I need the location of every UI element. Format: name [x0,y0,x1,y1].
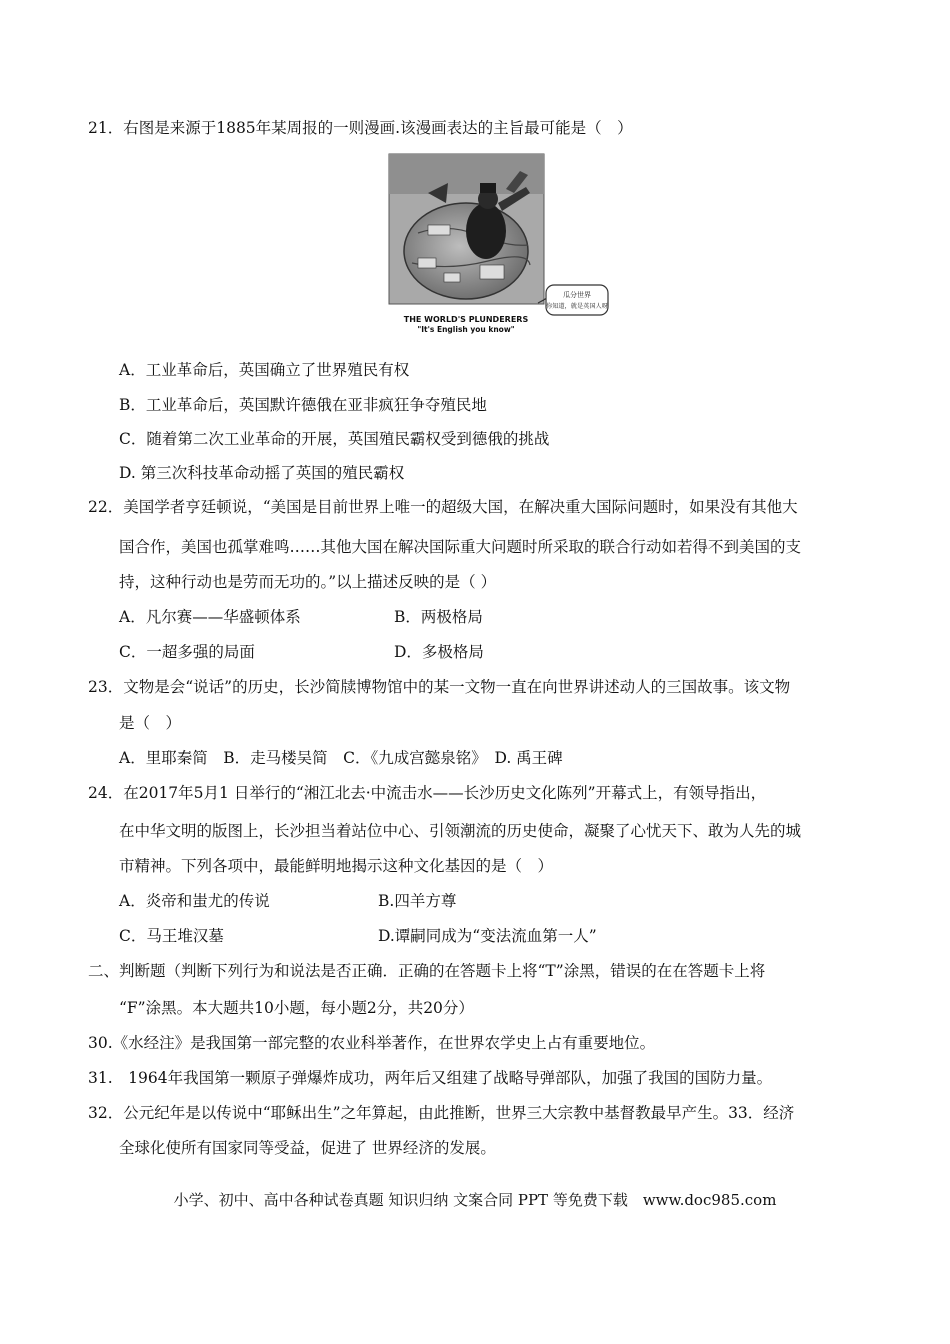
q21-option-b: B．工业革命后，英国默许德俄在亚非疯狂争夺殖民地 [119,396,487,414]
bubble-line2: 你知道，就是英国人呀 [546,303,608,310]
q23-options: A．里耶秦简 B．走马楼吴简 C．《九成宫懿泉铭》 D. 禹王碑 [119,749,563,767]
q24-stem-line3: 市精神。下列各项中，最能鲜明地揭示这种文化基因的是（ ） [119,857,554,875]
q22-option-a: A．凡尔赛——华盛顿体系 [119,608,301,626]
section2-heading-line1: 二、判断题（判断下列行为和说法是否正确．正确的在答题卡上将“T”涂黑，错误的在在答题卡上将 [88,962,766,980]
cartoon-illustration [388,153,610,335]
q22-option-b: B．两极格局 [394,608,483,626]
statement-31: 31. 1964年我国第一颗原子弹爆炸成功，两年后又组建了战略导弹部队，加强了我国的国防力量。 [88,1069,773,1087]
q24-option-a: A．炎帝和蚩尤的传说 [119,892,270,910]
q21-stem: 21．右图是来源于1885年某周报的一则漫画.该漫画表达的主旨最可能是（ ） [88,119,633,137]
q21-option-d: D. 第三次科技革命动摇了英国的殖民霸权 [119,464,405,482]
q22-stem-line1: 22．美国学者亨廷顿说，“美国是目前世界上唯一的超级大国，在解决重大国际问题时，如果没有其他大 [88,498,798,516]
cartoon-caption-1: THE WORLD'S PLUNDERERS [403,315,529,324]
footer-text: 小学、初中、高中各种试卷真题 知识归纳 文案合同 PPT 等免费下载 www.doc985.com [173,1191,777,1209]
q21-option-c: C．随着第二次工业革命的开展，英国殖民霸权受到德俄的挑战 [119,430,550,448]
statement-32-line1: 32．公元纪年是以传说中“耶稣出生”之年算起，由此推断，世界三大宗教中基督教最早产生。33．经济 [88,1104,795,1122]
q24-stem-line1: 24．在2017年5月1 日举行的“湘江北去·中流击水——长沙历史文化陈列”开幕式上，有领导指出， [88,784,767,802]
section2-heading-line2: “F”涂黑。本大题共10小题，每小题2分，共20分） [119,999,474,1017]
q22-stem-line2: 国合作，美国也孤掌难鸣……其他大国在解决国际重大问题时所采取的联合行动如若得不到美国的支 [119,538,802,556]
q24-option-b: B.四羊方尊 [378,892,457,910]
bubble-line1: 瓜分世界 [563,291,591,299]
q24-stem-line2: 在中华文明的版图上，长沙担当着站位中心、引领潮流的历史使命，凝聚了心忧天下、敢为人先的城 [119,822,802,840]
q23-stem-line1: 23．文物是会“说话”的历史，长沙简牍博物馆中的某一文物一直在向世界讲述动人的三国故事。该文物 [88,678,791,696]
q22-option-c: C．一超多强的局面 [119,643,255,661]
q23-stem-line2: 是（ ） [119,714,182,732]
statement-30: 30.《水经注》是我国第一部完整的农业科举著作，在世界农学史上占有重要地位。 [88,1034,656,1052]
cartoon-caption-2: "It's English you know" [417,325,515,334]
q22-stem-line3: 持，这种行动也是劳而无功的。”以上描述反映的是（ ） [119,573,497,591]
statement-32-line2: 全球化使所有国家同等受益，促进了 世界经济的发展。 [119,1139,496,1157]
q22-option-d: D．多极格局 [394,643,484,661]
plunderers-cartoon-icon [388,153,610,335]
q24-option-d: D.谭嗣同成为“变法流血第一人” [378,927,597,945]
q21-option-a: A．工业革命后，英国确立了世界殖民有权 [119,361,410,379]
q24-option-c: C．马王堆汉墓 [119,927,224,945]
